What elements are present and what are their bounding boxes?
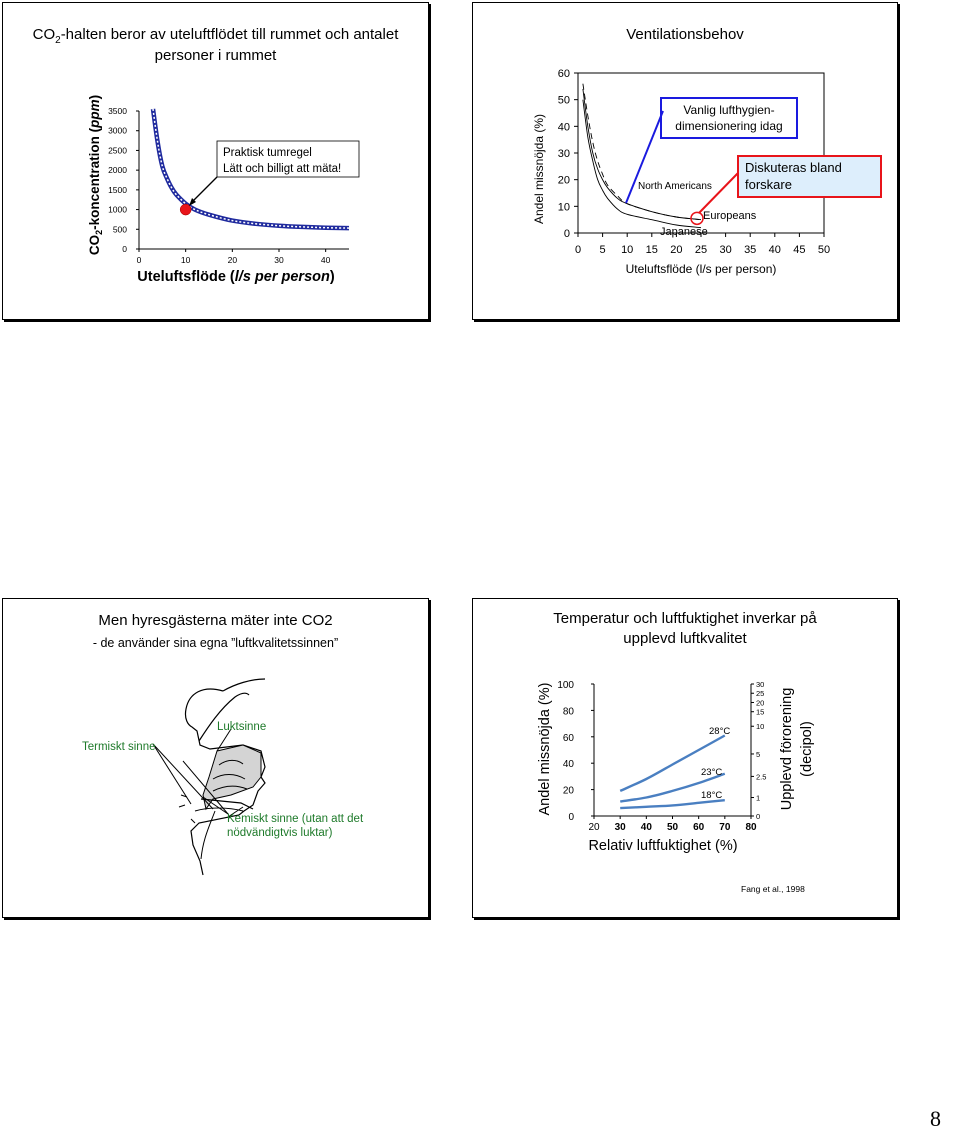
x-tick-label: 40 bbox=[320, 255, 331, 265]
series-label: 18°C bbox=[701, 790, 723, 801]
slide-co2 bbox=[2, 2, 429, 320]
label-kemiskt-line1: Kemiskt sinne (utan att det bbox=[227, 813, 364, 825]
callout-research-pointer bbox=[699, 173, 738, 213]
series-label: 23°C bbox=[701, 767, 723, 778]
series-label: 28°C bbox=[709, 726, 731, 737]
y-tick-label: 2500 bbox=[108, 145, 127, 156]
x-tick-label: 10 bbox=[180, 255, 191, 265]
label-kemiskt-line2: nödvändigtvis luktar) bbox=[227, 827, 333, 839]
series-label-north-americans: North Americans bbox=[638, 181, 712, 192]
slide-ventilation bbox=[472, 2, 898, 320]
cavity-detail bbox=[179, 795, 195, 823]
x-tick-label: 5 bbox=[599, 244, 606, 256]
series-label-japanese: Japanese bbox=[660, 226, 708, 238]
y2-axis-label-line1: Upplevd förorening bbox=[779, 687, 795, 811]
y-tick-label: 20 bbox=[557, 174, 570, 187]
head-diagram bbox=[3, 599, 428, 917]
chart-ticks bbox=[557, 680, 766, 833]
x-axis-label: Relativ luftfuktighet (%) bbox=[588, 838, 738, 854]
y-axis-label: $CO_2$-koncentration (ppm) bbox=[87, 94, 104, 256]
title-prefix: CO bbox=[32, 26, 56, 43]
y-axis-label: Andel missnöjda (%) bbox=[532, 113, 546, 225]
slide-subtitle: - de använder sina egna ”luftkvalitetssinnen” bbox=[92, 636, 339, 650]
highlight-circle bbox=[691, 212, 703, 224]
callout-standard-line1: Vanlig lufthygien- bbox=[683, 103, 775, 117]
y-tick-label: 3500 bbox=[108, 106, 127, 116]
callout-standard-line2: dimensionering idag bbox=[675, 119, 783, 133]
x-axis-label: Uteluftsflöde (l/s per person) bbox=[625, 262, 777, 276]
x-tick-label: 10 bbox=[621, 244, 634, 256]
x-tick-label: 35 bbox=[744, 244, 757, 256]
y2-tick-label: 30 bbox=[756, 680, 765, 689]
y2-tick-label: 10 bbox=[756, 722, 765, 732]
highlight-point bbox=[180, 204, 191, 215]
annotation-line1: Praktisk tumregel bbox=[223, 147, 312, 159]
x-tick-label: 80 bbox=[745, 822, 757, 833]
ventilation-chart bbox=[473, 3, 897, 319]
y-tick-label: 0 bbox=[563, 228, 570, 240]
x-tick-label: 40 bbox=[640, 822, 652, 833]
series-28c bbox=[620, 736, 725, 791]
y2-tick-label: 25 bbox=[756, 689, 765, 699]
callout-research-line2: forskare bbox=[745, 177, 792, 192]
slide-humidity bbox=[472, 598, 898, 918]
y-tick-label: 20 bbox=[562, 785, 574, 797]
x-tick-label: 20 bbox=[588, 822, 600, 833]
slide-title-line2: personer i rummet bbox=[154, 47, 277, 64]
pointer-termiskt-2 bbox=[153, 744, 191, 804]
citation: Fang et al., 1998 bbox=[741, 884, 805, 894]
y-tick-label: 50 bbox=[557, 94, 570, 107]
callout-research-line1: Diskuteras bland bbox=[745, 160, 842, 175]
co2-chart bbox=[3, 3, 428, 319]
x-tick-label: 15 bbox=[645, 244, 658, 256]
y-tick-label: 80 bbox=[562, 706, 574, 718]
chart-axes bbox=[594, 684, 751, 816]
x-tick-label: 50 bbox=[817, 244, 831, 256]
slide-senses bbox=[2, 598, 429, 918]
y2-tick-label: 15 bbox=[756, 707, 765, 717]
y-axis-label: Andel missnöjda (%) bbox=[537, 682, 553, 816]
x-tick-label: 45 bbox=[793, 244, 806, 256]
chart-ticks bbox=[108, 106, 331, 265]
x-tick-label: 0 bbox=[136, 255, 142, 265]
y-tick-label: 10 bbox=[557, 201, 570, 214]
y-tick-label: 40 bbox=[562, 759, 574, 771]
pointer-termiskt-1 bbox=[153, 744, 213, 809]
slide-title-line1: Temperatur och luftfuktighet inverkar på bbox=[553, 610, 817, 627]
label-termiskt: Termiskt sinne bbox=[82, 741, 156, 753]
series-label-europeans: Europeans bbox=[703, 210, 757, 222]
label-luktsinne: Luktsinne bbox=[217, 721, 267, 733]
x-tick-label: 30 bbox=[614, 822, 626, 833]
y-tick-label: 1500 bbox=[108, 184, 127, 195]
y-tick-label: 30 bbox=[557, 148, 570, 160]
y-tick-label: 60 bbox=[557, 68, 570, 80]
y-tick-label: 0 bbox=[568, 812, 574, 823]
y2-tick-label: 1 bbox=[756, 793, 761, 803]
slide-title: Men hyresgästerna mäter inte CO2 bbox=[98, 612, 333, 629]
x-tick-label: 25 bbox=[694, 244, 708, 256]
series-18c bbox=[620, 800, 725, 808]
title-subscript: 2 bbox=[55, 35, 61, 46]
humidity-chart bbox=[473, 599, 897, 917]
x-tick-label: 30 bbox=[274, 255, 284, 265]
slide-title: Ventilationsbehov bbox=[626, 26, 744, 43]
nasal-cavity bbox=[203, 745, 261, 809]
x-tick-label: 30 bbox=[719, 244, 732, 256]
x-tick-label: 0 bbox=[574, 244, 582, 256]
x-tick-label: 60 bbox=[693, 822, 705, 833]
x-tick-label: 40 bbox=[768, 244, 781, 256]
nasal-bone bbox=[199, 693, 249, 741]
x-tick-label: 20 bbox=[670, 244, 683, 256]
slide-title-line2: upplevd luftkvalitet bbox=[623, 630, 747, 647]
y-tick-label: 40 bbox=[557, 121, 570, 134]
page-number: 8 bbox=[930, 1106, 941, 1131]
y2-tick-label: 20 bbox=[756, 698, 765, 708]
x-tick-label: 20 bbox=[227, 255, 238, 265]
y-tick-label: 2000 bbox=[108, 165, 127, 176]
y2-tick-label: 5 bbox=[756, 749, 761, 759]
title-rest: -halten beror av uteluftflödet till rummet och antalet bbox=[60, 26, 399, 43]
y-tick-label: 3000 bbox=[108, 125, 127, 136]
x-tick-label: 50 bbox=[666, 822, 679, 833]
y-tick-label: 500 bbox=[112, 224, 127, 235]
chart-series bbox=[620, 726, 730, 808]
skull-top bbox=[223, 679, 265, 691]
y-tick-label: 1000 bbox=[108, 204, 127, 215]
y2-tick-label: 2.5 bbox=[756, 772, 767, 782]
y-tick-label: 60 bbox=[562, 732, 574, 744]
y-tick-label: 0 bbox=[122, 244, 127, 254]
annotation-line2: Lätt och billigt att mäta! bbox=[223, 163, 342, 175]
y2-tick-label: 0 bbox=[756, 812, 761, 821]
y-tick-label: 100 bbox=[557, 680, 574, 691]
annotation-arrow bbox=[191, 177, 217, 203]
y2-axis-label-line2: (decipol) bbox=[799, 721, 815, 777]
x-axis-label: Uteluftsflöde (l/s per person) bbox=[137, 269, 335, 285]
throat bbox=[201, 811, 215, 859]
x-tick-label: 70 bbox=[719, 822, 731, 833]
